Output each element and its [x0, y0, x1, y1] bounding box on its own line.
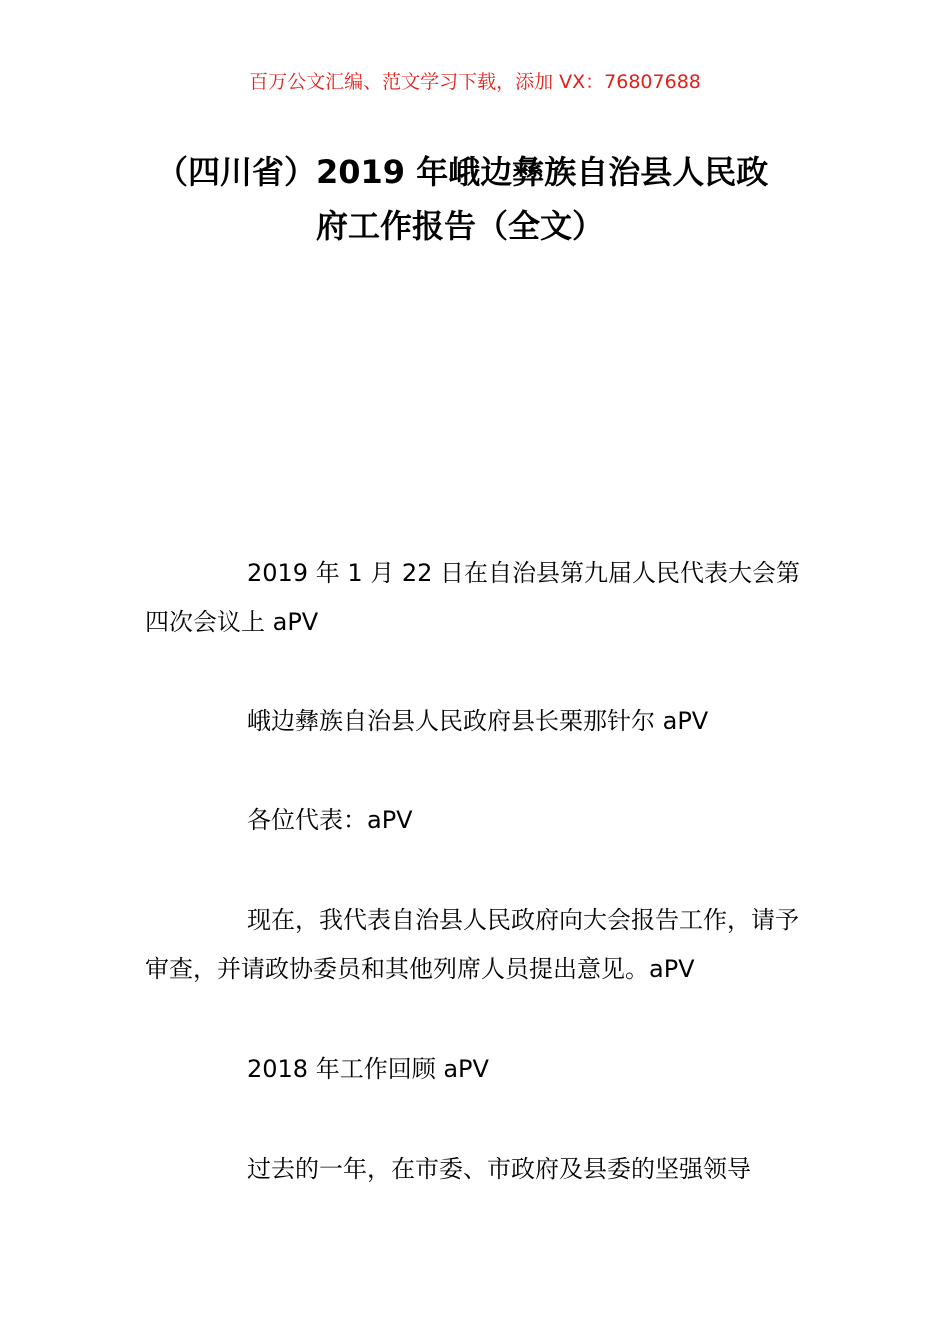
paragraph-speaker: 峨边彝族自治县人民政府县长栗那针尔 aPV	[247, 707, 709, 735]
section-heading-2018-review: 2018 年工作回顾 aPV	[247, 1055, 489, 1083]
paragraph-review-start: 过去的一年，在市委、市政府及县委的坚强领导	[247, 1155, 751, 1183]
paragraph-intro: 现在，我代表自治县人民政府向大会报告工作，请予审查，并请政协委员和其他列席人员提出意见。aPV	[145, 906, 799, 983]
paragraph-salutation: 各位代表：aPV	[247, 806, 413, 834]
document-title	[140, 145, 820, 253]
title-line-2: 府工作报告（全文）	[316, 207, 605, 245]
paragraph-meeting-info: 2019 年 1 月 22 日在自治县第九届人民代表大会第四次会议上 aPV	[145, 559, 801, 636]
header-contact-note: 百万公文汇编、范文学习下载，添加 VX：76807688	[249, 71, 701, 93]
title-line-1: （四川省）2019 年峨边彝族自治县人民政	[156, 153, 769, 191]
